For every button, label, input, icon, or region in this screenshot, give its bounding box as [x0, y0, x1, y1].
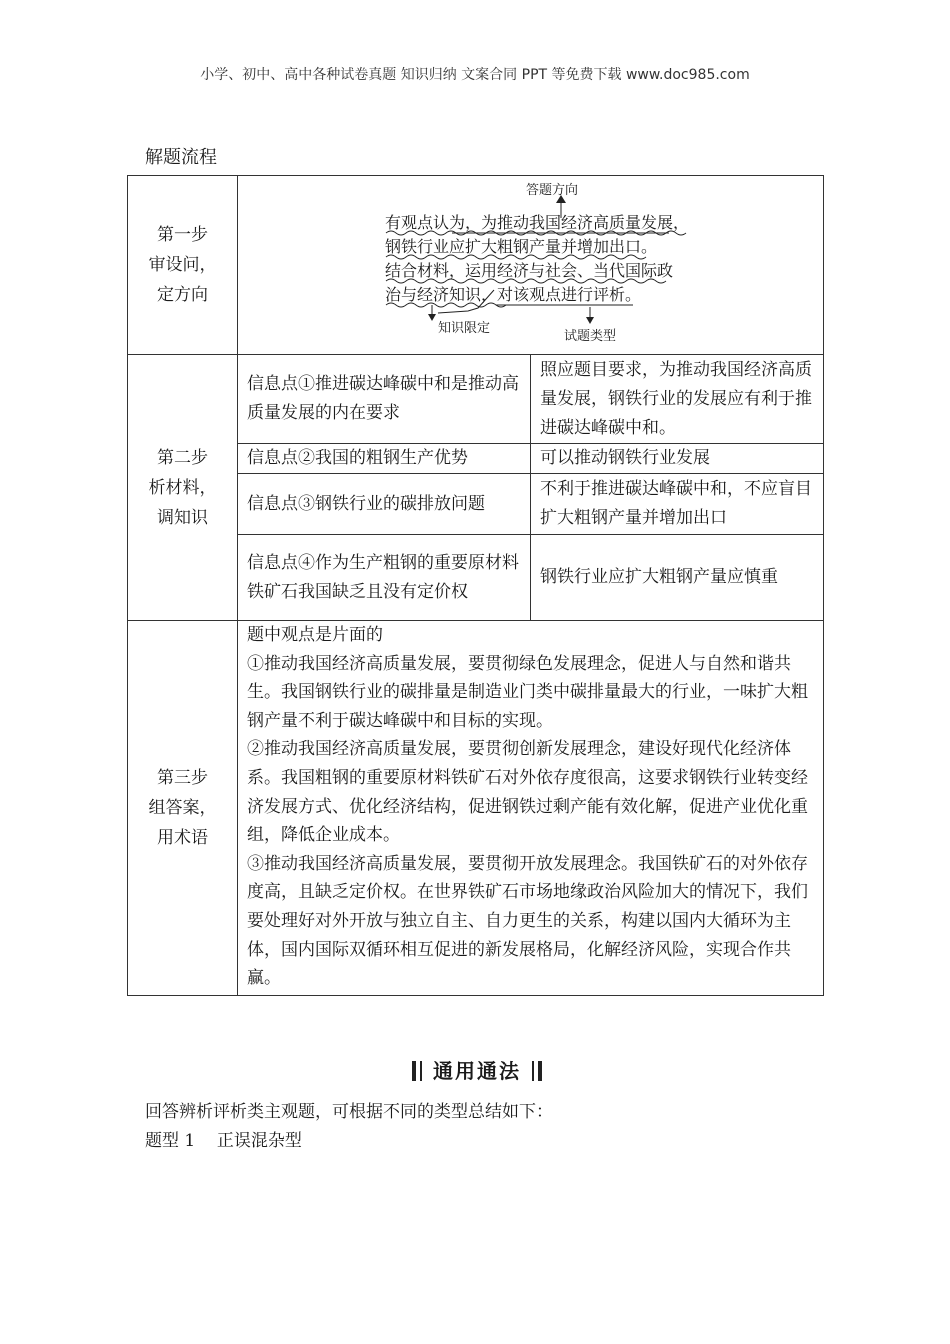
info-point-cell: [237, 534, 531, 621]
general-method-heading: [410, 1055, 544, 1084]
answer-paragraph: ③推动我国经济高质量发展，要贯彻开放发展理念。我国铁矿石的对外依存度高，且缺乏定价权。在世界铁矿石市场地缘政治风险加大的情况下，我们要处理好对外开放与独立自主、自力更生的关系，构建以国内大循环为主体，国内国际双循环相互促进的新发展格局，化解经济风险，实现合作共赢。: [247, 853, 808, 989]
info-point-text: 信息点④作为生产粗钢的重要原材料铁矿石我国缺乏且没有定价权: [247, 552, 519, 602]
solution-flow-table: [127, 175, 824, 996]
question-type-1: 题型 1 正误混杂型: [145, 1131, 302, 1151]
question-type-label: 试题类型: [564, 329, 617, 344]
analysis-cell: [530, 534, 824, 621]
heading-bar-icon: [538, 1061, 542, 1081]
question-line: 结合材料，运用经济与社会、当代国际政: [385, 261, 674, 280]
question-line: 治与经济知识，对该观点进行评析。: [385, 285, 642, 304]
info-point-cell: [237, 443, 531, 474]
step1-label-line: 第一步: [157, 225, 208, 245]
answer-paragraph: ②推动我国经济高质量发展，要贯彻创新发展理念，建设好现代化经济体系。我国粗钢的重要原材料铁矿石对外依存度很高，这要求钢铁行业转变经济发展方式、优化经济结构，促进钢铁过剩产能有效化解，促进产业优化重组，降低企业成本。: [247, 739, 808, 846]
type-arrow-icon: [586, 317, 594, 324]
info-point-text: 信息点③钢铁行业的碳排放问题: [247, 493, 485, 514]
analysis-text: 可以推动钢铁行业发展: [540, 448, 710, 468]
step1-diagram-cell: [237, 175, 824, 355]
step3-label-line: 第三步: [157, 768, 208, 788]
heading-bar-icon: [532, 1061, 534, 1081]
info-point-cell: [237, 354, 531, 444]
question-line: 钢铁行业应扩大粗钢产量并增加出口。: [385, 237, 658, 256]
knowledge-arrow-icon: [428, 314, 436, 321]
analysis-text: 钢铁行业应扩大粗钢产量应慎重: [540, 567, 778, 587]
step2-label: [127, 354, 238, 621]
info-point-text: 信息点①推进碳达峰碳中和是推动高质量发展的内在要求: [247, 374, 519, 423]
knowledge-limit-label: 知识限定: [438, 321, 491, 336]
section-title: 解题流程: [145, 147, 217, 168]
analysis-cell: [530, 354, 824, 444]
step3-label-line: 组答案，: [148, 798, 217, 818]
general-method-intro: 回答辨析评析类主观题，可根据不同的类型总结如下：: [145, 1102, 553, 1122]
step1-label-line: 审设问，: [148, 255, 217, 275]
analysis-text: 照应题目要求，为推动我国经济高质量发展，钢铁行业的发展应有利于推进碳达峰碳中和。: [540, 359, 812, 438]
heading-bar-icon: [420, 1061, 422, 1081]
step2-label-line: 析材料，: [148, 477, 217, 498]
answer-direction-label: 答题方向: [526, 183, 579, 198]
general-method-title: 通用通法: [432, 1059, 521, 1083]
answer-paragraph: 题中观点是片面的: [247, 625, 383, 645]
analysis-cell: [530, 473, 824, 535]
step3-label-line: 用术语: [157, 828, 208, 848]
question-line: 有观点认为，为推动我国经济高质量发展，: [385, 213, 690, 232]
heading-bar-icon: [412, 1061, 416, 1081]
info-point-cell: [237, 473, 531, 535]
step2-label-line: 第二步: [157, 447, 208, 468]
step1-label-line: 定方向: [157, 285, 208, 305]
step3-label: [127, 620, 238, 996]
page-header: 小学、初中、高中各种试卷真题 知识归纳 文案合同 PPT 等免费下载 www.doc985.com: [200, 67, 750, 83]
analysis-text: 不利于推进碳达峰碳中和，不应盲目扩大粗钢产量并增加出口: [540, 479, 812, 528]
step3-answer-cell: [237, 620, 824, 996]
info-point-text: 信息点②我国的粗钢生产优势: [247, 448, 468, 468]
step1-label: [127, 175, 238, 355]
step2-label-line: 调知识: [157, 507, 208, 528]
answer-paragraph: ①推动我国经济高质量发展，要贯彻绿色发展理念，促进人与自然和谐共生。我国钢铁行业的碳排量是制造业门类中碳排量最大的行业，一味扩大粗钢产量不利于碳达峰碳中和目标的实现。: [247, 653, 808, 731]
analysis-cell: [530, 443, 824, 474]
